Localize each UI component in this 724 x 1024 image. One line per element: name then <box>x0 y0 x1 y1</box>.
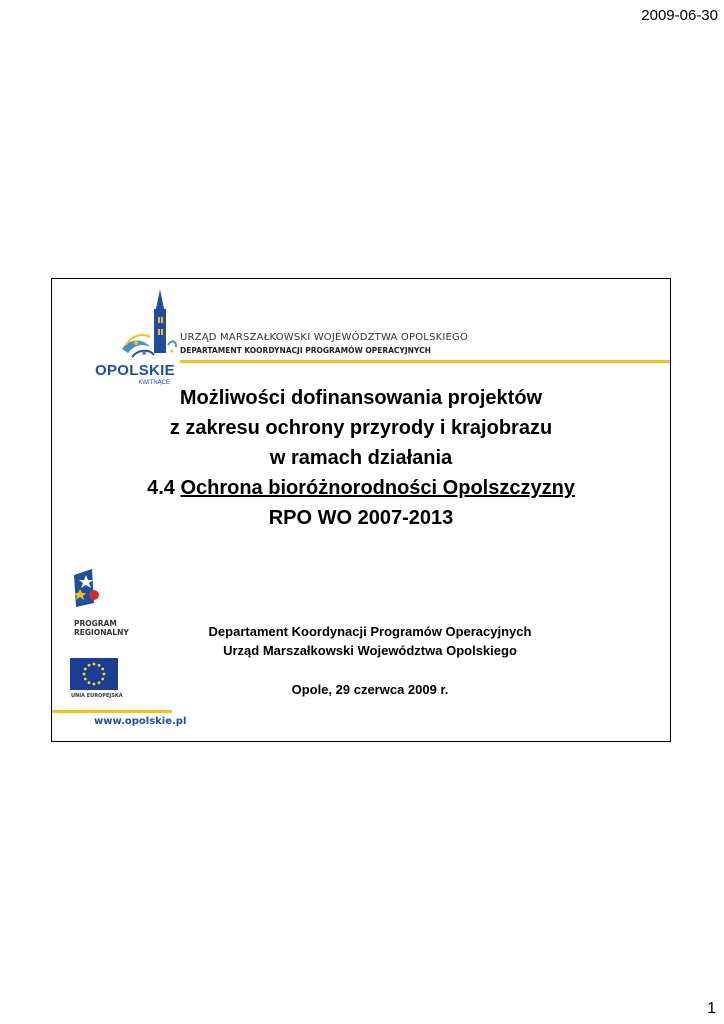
eu-label: UNIA EUROPEJSKA <box>71 693 123 699</box>
title-line-4-prefix: 4.4 <box>147 477 181 499</box>
opolskie-logo-subtext: KWITNĄCE <box>138 380 170 386</box>
title-line-4 <box>52 473 670 503</box>
header-divider <box>180 360 670 363</box>
dept-name: DEPARTAMENT KOORDYNACJI PROGRAMÓW OPERACYJNYCH <box>180 346 431 355</box>
program-line-2: REGIONALNY <box>74 628 129 637</box>
title-line-4-underlined: Ochrona bioróżnorodności Opolszczyzny <box>180 477 575 499</box>
opolskie-logo <box>92 287 178 387</box>
info-department: Departament Koordynacji Programów Operacyjnych <box>208 624 532 639</box>
website-link[interactable]: www.opolskie.pl <box>94 716 187 727</box>
slide <box>51 278 671 742</box>
program-line-1: PROGRAM <box>74 619 117 628</box>
program-regionalny-text <box>74 619 129 637</box>
title-line-2: z zakresu ochrony przyrody i krajobrazu <box>169 417 553 439</box>
title-line-3: w ramach działania <box>269 447 453 469</box>
page-number: 1 <box>707 1000 716 1017</box>
slide-title <box>52 383 670 533</box>
eu-flag-icon <box>70 658 118 690</box>
title-line-1: Możliwości dofinansowania projektów <box>179 387 543 409</box>
eu-stars-icon <box>70 658 118 690</box>
info-place-date: Opole, 29 czerwca 2009 r. <box>291 682 449 697</box>
tower-icon <box>92 287 178 365</box>
title-line-5: RPO WO 2007-2013 <box>268 507 454 529</box>
info-office: Urząd Marszałkowski Województwa Opolskiego <box>223 643 517 658</box>
page-date: 2009-06-30 <box>641 7 718 24</box>
org-name: URZĄD MARSZAŁKOWSKI WOJEWÓDZTWA OPOLSKIEGO <box>180 332 469 343</box>
star-icon <box>72 569 142 619</box>
footer-divider <box>52 710 172 713</box>
opolskie-logo-text: OPOLSKIE <box>95 362 175 379</box>
presenter-info <box>200 622 540 699</box>
